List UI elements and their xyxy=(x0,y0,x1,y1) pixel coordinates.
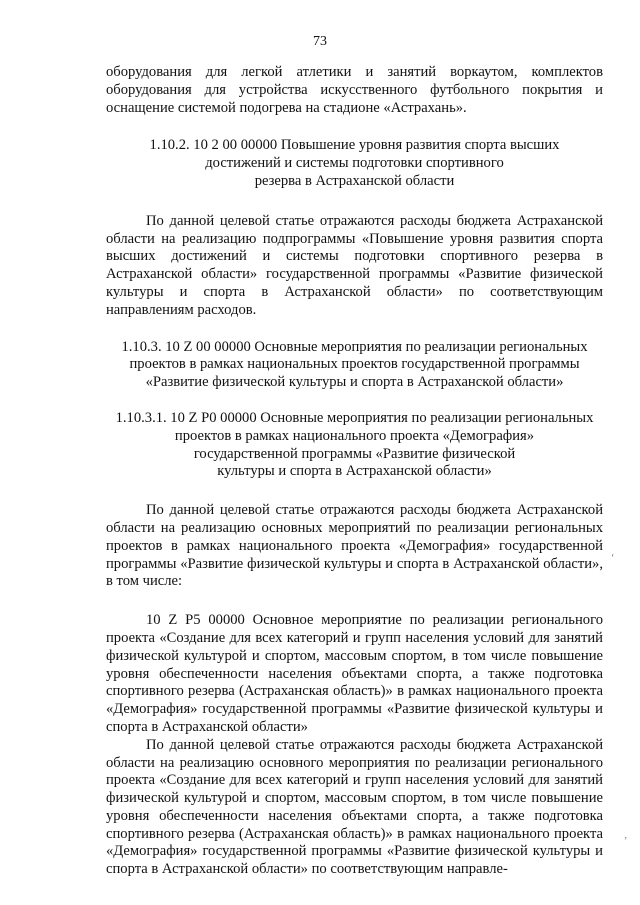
heading-line: «Развитие физической культуры и спорта в Астраханской области» xyxy=(145,374,564,391)
heading-line: 1.10.3. 10 Z 00 00000 Основные мероприятия по реализации региональных xyxy=(121,338,588,355)
page-content xyxy=(106,64,603,879)
paragraph-demography-expenses: По данной целевой статье отражаются расходы бюджета Астраханской области на реализацию основных мероприятий по реализации региональных проектов в рамках национального проекта «Демография» государственной программы «Развитие физической культуры и спорта в Астраханской области», в том числе: xyxy=(106,502,603,590)
heading-line: достижений и системы подготовки спортивного xyxy=(205,155,504,172)
heading-line: проектов в рамках национального проекта «Демография» xyxy=(174,427,535,444)
paragraph-continuation: оборудования для легкой атлетики и занятий воркаутом, комплектов оборудования для устройства искусственного футбольного покрытия и оснащение системой подогрева на стадионе «Астрахань». xyxy=(106,64,603,116)
heading-line: 1.10.2. 10 2 00 00000 Повышение уровня развития спорта высших xyxy=(149,137,560,154)
margin-mark: ‘ xyxy=(611,553,615,564)
paragraph-main-activity-expenses: По данной целевой статье отражаются расходы бюджета Астраханской области на реализацию основного мероприятия по реализации регионального проекта «Создание для всех категорий и групп населения условий для занятий физической культурой и спортом, массовым спортом, в том числе повышение уровня обеспеченности населения объектами спорта, а также подготовка спортивного резерва (Астраханская область)» в рамках национального проекта «Демография» государственной программы «Развитие физической культуры и спорта в Астраханской области» по соответствующим направле- xyxy=(106,736,603,878)
paragraph-main-activity-p5: 10 Z P5 00000 Основное мероприятие по реализации регионального проекта «Создание для всех категорий и групп населения условий для занятий физической культурой и спортом, массовым спортом, в том числе повышение уровня обеспеченности населения объектами спорта, а также подготовка спортивного резерва (Астраханская область)» в рамках национального проекта «Демография» государственной программы «Развитие физической культуры и спорта в Астраханской области» xyxy=(106,612,603,735)
section-heading-1-10-2 xyxy=(106,137,603,190)
heading-line: культуры и спорта в Астраханской области» xyxy=(217,463,492,480)
heading-line: проектов в рамках национальных проектов государственной программы xyxy=(129,356,580,373)
heading-line: резерва в Астраханской области xyxy=(254,172,455,189)
section-heading-1-10-3-1 xyxy=(106,410,603,481)
heading-line: 1.10.3.1. 10 Z P0 00000 Основные мероприятия по реализации региональных xyxy=(115,409,594,426)
margin-mark: ’ xyxy=(624,836,628,847)
section-heading-1-10-3 xyxy=(106,339,603,392)
paragraph-subprogram-expenses: По данной целевой статье отражаются расходы бюджета Астраханской области на реализацию подпрограммы «Повышение уровня развития спорта высших достижений и системы подготовки спортивного резерва в Астраханской области» государственной программы «Развитие физической культуры и спорта в Астраханской области» по соответствующим направлениям расходов. xyxy=(106,212,603,318)
page-number: 73 xyxy=(313,34,327,49)
heading-line: государственной программы «Развитие физической xyxy=(193,445,516,462)
